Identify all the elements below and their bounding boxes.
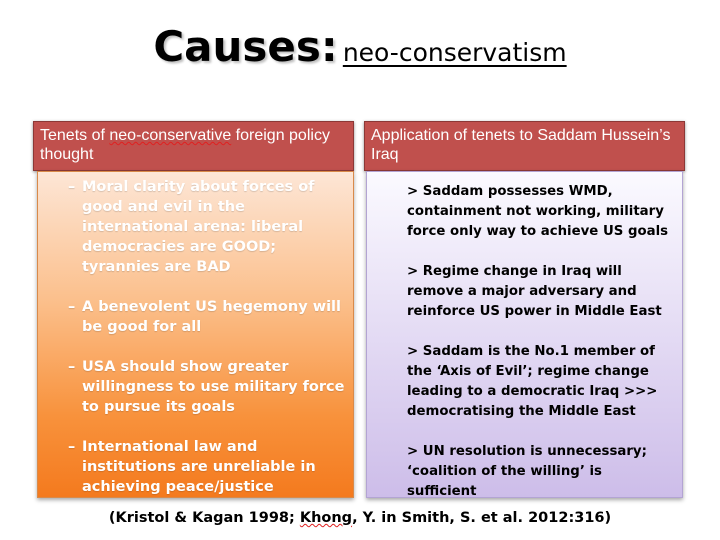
tenet-item <box>68 297 345 337</box>
left-column-panel <box>37 171 354 498</box>
left-header-text-2: foreign policy thought <box>40 127 330 163</box>
citation-squiggle-word: Khong <box>299 510 353 526</box>
application-item: > UN resolution is unnecessary; ‘coalition of the willing’ is sufficient <box>407 444 647 499</box>
citation-text-2: , Y. in Smith, S. et al. 2012:316) <box>352 510 612 526</box>
application-item: > Saddam possesses WMD, containment not working, military force only way to achieve US goals <box>407 184 669 239</box>
right-column-header: Application of tenets to Saddam Hussein’s Iraq <box>364 121 685 171</box>
title-main: Causes: <box>153 22 338 71</box>
left-column-header <box>33 121 354 171</box>
dash-bullet: – <box>68 439 76 455</box>
tenet-text: A benevolent US hegemony will be good for all <box>82 299 341 335</box>
dash-bullet: – <box>68 299 76 315</box>
tenet-text: USA should show greater willingness to use military force to pursue its goals <box>82 359 345 415</box>
citation-text-1: (Kristol & Kagan 1998; <box>108 510 300 526</box>
tenet-item <box>68 357 345 417</box>
tenets-list <box>38 172 353 497</box>
dash-bullet: – <box>68 359 76 375</box>
title-subtitle: neo-conservatism <box>342 38 567 67</box>
tenet-text: Moral clarity about forces of good and evil in the international arena: liberal democracies are GOOD; tyrannies are BAD <box>82 179 315 275</box>
slide-title <box>0 22 720 71</box>
tenet-item <box>68 437 345 497</box>
tenet-text: International law and institutions are unreliable in achieving peace/justice <box>82 439 316 495</box>
dash-bullet: – <box>68 179 76 195</box>
right-column-panel <box>366 171 683 498</box>
application-item: > Regime change in Iraq will remove a major adversary and reinforce US power in Middle East <box>407 264 662 319</box>
left-header-squiggle-word: neo-conservative <box>109 127 232 144</box>
application-list <box>367 172 682 502</box>
citation <box>0 510 720 526</box>
tenet-item <box>68 177 345 277</box>
application-item: > Saddam is the No.1 member of the ‘Axis of Evil’; regime change leading to a democratic Iraq >>> democratising the Middle East <box>407 344 658 419</box>
left-header-text-1: Tenets of <box>40 127 110 144</box>
